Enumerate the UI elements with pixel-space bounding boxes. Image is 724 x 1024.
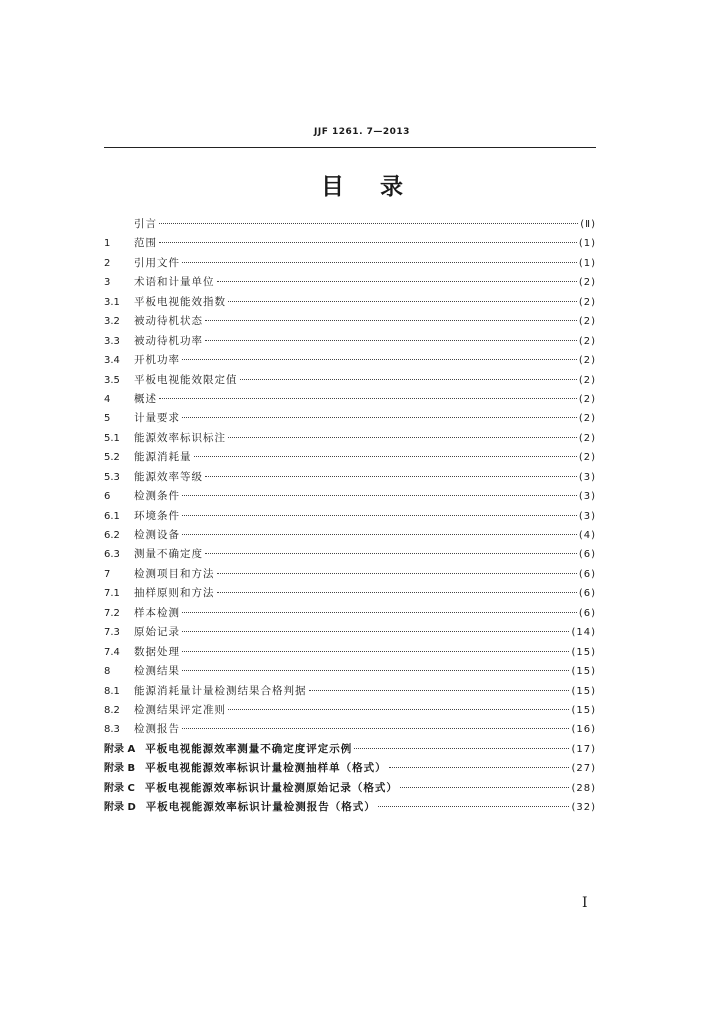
toc-entry-label: 开机功率 [134, 354, 180, 367]
page-number: I [582, 895, 588, 911]
toc-entry-number: 8 [104, 666, 111, 678]
toc-entry-page: (2) [578, 355, 596, 367]
toc-entry[interactable] [104, 215, 596, 234]
toc-leader-dots [205, 319, 577, 321]
toc-entry-label: 概述 [134, 392, 157, 405]
toc-entry-page: (2) [578, 296, 596, 308]
toc-entry-label: 原始记录 [134, 626, 180, 639]
toc-entry-label: 能源消耗量计量检测结果合格判据 [134, 684, 307, 697]
toc-entry-page: (15) [571, 666, 596, 678]
toc-entry-label: 环境条件 [134, 509, 180, 522]
toc-entry-page: (3) [578, 471, 596, 483]
toc-entry-number: 2 [104, 257, 111, 269]
toc-leader-dots [159, 397, 577, 399]
toc-entry-page: (1) [578, 257, 596, 269]
toc-leader-dots [205, 552, 577, 554]
toc-entry[interactable] [104, 332, 596, 351]
toc-entry-number: 3.3 [104, 335, 120, 347]
header-rule [104, 147, 596, 148]
toc-entry-number: 3.1 [104, 296, 120, 308]
toc-entry[interactable] [104, 565, 596, 584]
toc-entry-label: 引言 [134, 218, 157, 230]
toc-entry[interactable] [104, 351, 596, 370]
toc-leader-dots [182, 261, 577, 263]
toc-entry-page: (2) [578, 432, 596, 444]
toc-entry-number: 7.2 [104, 607, 120, 619]
toc-entry-number: 8.1 [104, 685, 120, 697]
toc-entry-label: 术语和计量单位 [134, 276, 215, 289]
toc-entry-label: 检测报告 [134, 723, 180, 736]
toc-entry-page: (1) [578, 238, 596, 250]
toc-entry-label: 被动待机功率 [134, 334, 203, 347]
toc-entry[interactable] [104, 682, 596, 701]
toc-leader-dots [400, 786, 570, 788]
toc-entry-page: (15) [571, 646, 596, 658]
toc-entry-page: (3) [578, 491, 596, 503]
toc-leader-dots [217, 280, 577, 282]
toc-entry-label: 范围 [134, 237, 157, 250]
toc-leader-dots [182, 669, 569, 671]
toc-entry-page: (6) [578, 568, 596, 580]
toc-entry-page: (6) [578, 607, 596, 619]
toc-leader-dots [205, 475, 577, 477]
toc-entry[interactable] [104, 584, 596, 603]
toc-entry[interactable] [104, 371, 596, 390]
toc-appendix-entry[interactable] [104, 740, 596, 759]
toc-entry[interactable] [104, 487, 596, 506]
toc-appendix-entry[interactable] [104, 779, 596, 798]
toc-leader-dots [159, 222, 578, 224]
toc-entry-page: (15) [571, 685, 596, 697]
toc-leader-dots [217, 572, 577, 574]
toc-leader-dots [182, 514, 577, 516]
toc-leader-dots [182, 630, 569, 632]
toc-entry[interactable] [104, 254, 596, 273]
toc-entry[interactable] [104, 468, 596, 487]
toc-entry-page: (6) [578, 549, 596, 561]
toc-entry-label: 抽样原则和方法 [134, 587, 215, 600]
toc-entry-label: 引用文件 [134, 256, 180, 269]
toc-leader-dots [182, 358, 577, 360]
toc-entry-number: 5.3 [104, 471, 120, 483]
toc-leader-dots [228, 436, 577, 438]
toc-entry-page: (4) [578, 530, 596, 541]
toc-entry-label: 平板电视能源效率标识计量检测原始记录（格式） [144, 781, 398, 794]
toc-entry-label: 检测条件 [134, 490, 180, 503]
toc-entry-number: 附录 C [104, 782, 135, 794]
toc-entry-label: 能源效率标识标注 [134, 431, 226, 444]
toc-entry-page: (32) [571, 802, 596, 814]
toc-leader-dots [389, 766, 570, 768]
toc-leader-dots [182, 611, 577, 613]
toc-entry-page: (17) [571, 743, 596, 755]
toc-entry-label: 计量要求 [134, 412, 180, 425]
toc-entry-page: (28) [571, 782, 596, 794]
toc-entry-label: 平板电视能源效率测量不确定度评定示例 [145, 742, 353, 755]
toc-leader-dots [228, 300, 577, 302]
toc-entry[interactable] [104, 604, 596, 623]
toc-entry-number: 附录 B [104, 763, 136, 775]
toc-entry-number: 4 [104, 393, 111, 405]
toc-leader-dots [182, 494, 577, 496]
toc-entry-number: 1 [104, 238, 111, 250]
toc-entry-label: 平板电视能源效率标识计量检测报告（格式） [145, 801, 376, 814]
toc-entry[interactable] [104, 701, 596, 720]
toc-entry-page: (2) [578, 277, 596, 289]
toc-leader-dots [182, 416, 577, 418]
toc-entry-page: (3) [578, 510, 596, 522]
toc-entry-label: 能源消耗量 [134, 451, 192, 464]
toc-entry-label: 能源效率等级 [134, 470, 203, 483]
toc-entry-page: (2) [578, 393, 596, 405]
toc-entry-number: 6.1 [104, 510, 120, 522]
toc-entry-label: 平板电视能效限定值 [134, 373, 238, 386]
toc-entry-page: (2) [578, 335, 596, 347]
toc-entry-number: 7.4 [104, 646, 120, 658]
toc-leader-dots [182, 727, 569, 729]
toc-entry-number: 3.2 [104, 316, 120, 328]
standard-code-header: JJF 1261. 7—2013 [314, 127, 410, 137]
toc-entry[interactable] [104, 390, 596, 409]
toc-entry[interactable] [104, 293, 596, 312]
toc-entry-label: 样本检测 [134, 606, 180, 619]
toc-entry-number: 5.2 [104, 452, 120, 464]
toc-entry-number: 5.1 [104, 432, 120, 444]
toc-leader-dots [228, 708, 569, 710]
toc-entry[interactable] [104, 448, 596, 467]
toc-entry-page: (2) [578, 452, 596, 464]
toc-entry-page: (2) [578, 413, 596, 425]
toc-leader-dots [309, 689, 570, 691]
toc-leader-dots [182, 650, 569, 652]
toc-entry-label: 平板电视能源效率标识计量检测抽样单（格式） [145, 762, 387, 775]
toc-appendix-entry[interactable] [104, 759, 596, 778]
toc-entry[interactable] [104, 507, 596, 526]
toc-leader-dots [205, 339, 577, 341]
toc-entry-number: 3.5 [104, 374, 120, 386]
toc-entry-label: 检测设备 [134, 529, 180, 541]
toc-leader-dots [194, 455, 577, 457]
toc-entry-page: (6) [578, 588, 596, 600]
toc-leader-dots [159, 241, 577, 243]
toc-entry-number: 8.2 [104, 704, 120, 716]
toc-entry-page: (16) [571, 724, 596, 736]
page-title: 目 录 [320, 174, 403, 200]
toc-leader-dots [354, 747, 569, 749]
toc-entry-number: 3.4 [104, 355, 120, 367]
toc-entry-page: (15) [571, 704, 596, 716]
toc-entry[interactable] [104, 429, 596, 448]
toc-entry-label: 平板电视能效指数 [134, 295, 226, 308]
toc-entry-number: 7.3 [104, 627, 120, 639]
toc-entry[interactable] [104, 643, 596, 662]
toc-entry-label: 检测项目和方法 [134, 567, 215, 580]
toc-entry-page: (27) [571, 763, 596, 775]
toc-entry-number: 6.3 [104, 549, 120, 561]
toc-entry[interactable] [104, 312, 596, 331]
toc-entry-label: 检测结果 [134, 665, 180, 678]
toc-entry[interactable] [104, 526, 596, 545]
toc-entry[interactable] [104, 409, 596, 428]
toc-leader-dots [378, 805, 570, 807]
toc-entry[interactable] [104, 545, 596, 564]
table-of-contents [104, 215, 596, 818]
toc-entry-page: (2) [578, 374, 596, 386]
toc-entry-label: 数据处理 [134, 645, 180, 658]
toc-entry-page: (2) [578, 316, 596, 328]
toc-entry-number: 5 [104, 413, 111, 425]
toc-leader-dots [217, 591, 577, 593]
toc-entry-number: 附录 A [104, 743, 136, 755]
toc-entry[interactable] [104, 273, 596, 292]
toc-entry-number: 6 [104, 491, 111, 503]
toc-entry-number: 6.2 [104, 530, 120, 541]
toc-entry-number: 附录 D [104, 802, 136, 814]
toc-entry-number: 8.3 [104, 724, 120, 736]
toc-leader-dots [182, 533, 577, 535]
toc-leader-dots [240, 378, 577, 380]
toc-entry-number: 7.1 [104, 588, 120, 600]
toc-entry[interactable] [104, 662, 596, 681]
toc-entry-label: 检测结果评定准则 [134, 703, 226, 716]
toc-appendix-entry[interactable] [104, 798, 596, 817]
toc-entry-label: 测量不确定度 [134, 548, 203, 561]
toc-entry-number: 3 [104, 277, 111, 289]
toc-entry-number: 7 [104, 568, 111, 580]
toc-entry[interactable] [104, 623, 596, 642]
toc-entry[interactable] [104, 234, 596, 253]
toc-entry-page: (14) [571, 627, 596, 639]
toc-entry-page: (Ⅱ) [580, 219, 596, 230]
toc-entry[interactable] [104, 720, 596, 739]
toc-entry-label: 被动待机状态 [134, 315, 203, 328]
